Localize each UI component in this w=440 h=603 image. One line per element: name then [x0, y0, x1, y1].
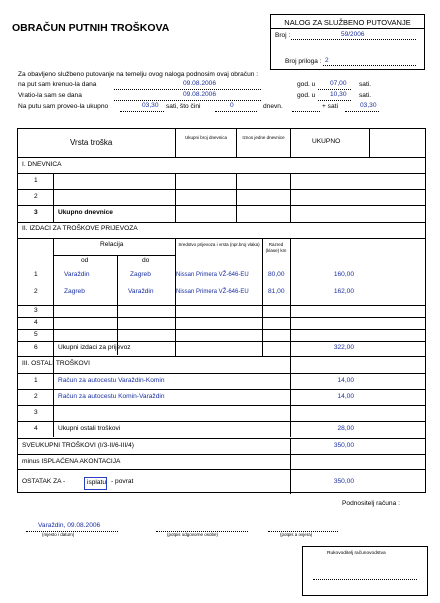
transport-row-num: 5 — [34, 331, 38, 338]
section3-total-num: 4 — [34, 425, 38, 432]
section2-title: II. IZDACI ZA TROŠKOVE PRIJEVOZA — [22, 225, 138, 232]
other-row-num: 1 — [34, 377, 38, 384]
header-ukupni-broj: Ukupni broj dnevnica — [184, 135, 228, 140]
vratio-date[interactable]: 09.08.2006 — [183, 91, 217, 98]
god-u-label: god. u — [297, 81, 316, 88]
potpis-odgovorne-label: (potpis odgovorne osobe) — [167, 532, 219, 537]
sveukupno-value[interactable]: 350,00 — [333, 442, 354, 449]
rukovoditelj-label: Rukovoditelj računovodstva — [327, 551, 386, 556]
transport-row-km[interactable]: 81,00 — [268, 288, 285, 295]
transport-row-do[interactable]: Zagreb — [130, 271, 151, 278]
dnevn-label: dnevn. — [263, 103, 283, 110]
plus-sati-value[interactable]: 03,30 — [360, 102, 377, 109]
transport-row-sredstvo[interactable]: Nissan Primera VŽ-646-EU — [176, 289, 249, 295]
section3-title: III. OSTALI TROŠKOVI — [22, 360, 90, 367]
other-row-total[interactable]: 14,00 — [337, 393, 354, 400]
header-ukupno: UKUPNO — [312, 138, 341, 145]
other-row-desc[interactable]: Račun za autocestu Varaždin-Komin — [58, 377, 165, 384]
isplatu-choice-box[interactable] — [84, 477, 107, 490]
god-u-label-2: god. u — [297, 92, 316, 99]
header-iznos-jedne: Iznos jedne dnevnice — [242, 135, 285, 140]
mjesto-datum-label: (mjesto i datum) — [42, 532, 75, 537]
proveo-label: Na putu sam proveo-la ukupno — [18, 103, 109, 110]
broj-value[interactable]: 59/2006 — [341, 31, 365, 38]
prilog-value[interactable]: 2 — [325, 57, 329, 64]
isplatu-choice-text: isplatu — [87, 479, 107, 486]
sveukupno-label: SVEUKUPNI TROŠKOVI (I/3-II/6-III/4) — [22, 442, 134, 449]
transport-row-total[interactable]: 162,00 — [333, 288, 354, 295]
prilog-label: Broj priloga : — [285, 58, 322, 65]
nalog-box — [270, 14, 425, 70]
transport-row-do[interactable]: Varaždin — [128, 288, 154, 295]
section1-total-num: 3 — [34, 209, 38, 216]
transport-row-num: 3 — [34, 307, 38, 314]
transport-row-od[interactable]: Zagreb — [64, 288, 85, 295]
section3-total-label: Ukupni ostali troškovi — [58, 425, 121, 432]
section1-title: I. DNEVNICA — [22, 161, 62, 168]
rukovoditelj-box — [302, 546, 428, 596]
transport-row-num: 2 — [34, 288, 38, 295]
section1-row-num: 2 — [34, 193, 38, 200]
document-title: OBRAČUN PUTNIH TROŠKOVA — [12, 22, 170, 34]
other-row-num: 2 — [34, 393, 38, 400]
mjesto-datum-value[interactable]: Varaždin, 09.08.2006 — [38, 522, 101, 529]
sredstvo-header: Sredstvo prijevoza i vrsta (npr.broj vlaka) — [178, 242, 260, 247]
section2-total-num: 6 — [34, 344, 38, 351]
transport-row-od[interactable]: Varaždin — [64, 271, 90, 278]
vratio-label: Vratio-la sam se dana — [18, 92, 82, 99]
akontacija-label: minus ISPLAĆENA AKONTACIJA — [22, 458, 121, 465]
section2-total-label: Ukupni izdaci za prijevoz — [58, 344, 131, 351]
sati-label-2: sati. — [359, 92, 372, 99]
transport-row-sredstvo[interactable]: Nissan Primera VŽ-646-EU — [176, 272, 249, 278]
proveo-hours[interactable]: 03,30 — [142, 102, 159, 109]
krenuo-label: na put sam krenuo-la dana — [18, 81, 97, 88]
section3-total-value[interactable]: 28,00 — [337, 425, 354, 432]
krenuo-time[interactable]: 07,00 — [330, 80, 347, 87]
potpis-ovjera-label: (potpis a ovjera) — [280, 532, 313, 537]
podnositelj-label: Podnositelj računa : — [342, 500, 400, 507]
sati-sto-cini-label: sati, što čini — [166, 103, 201, 110]
ostatak-label: OSTATAK ZA - — [22, 478, 66, 485]
ostatak-after-label: - povrat — [111, 478, 134, 485]
header-vrsta: Vrsta troška — [70, 138, 113, 147]
section1-total-label: Ukupno dnevnice — [58, 209, 113, 216]
sati-label: sati. — [359, 81, 372, 88]
other-row-num: 3 — [34, 409, 38, 416]
transport-row-km[interactable]: 80,00 — [268, 271, 285, 278]
do-header: do — [142, 257, 150, 264]
transport-row-num: 4 — [34, 319, 38, 326]
section2-total-value[interactable]: 322,00 — [333, 344, 354, 351]
broj-label: Broj : — [275, 32, 291, 39]
section1-row-num: 1 — [34, 177, 38, 184]
expense-table — [17, 128, 426, 493]
transport-row-num: 1 — [34, 271, 38, 278]
intro-line: Za obavljeno službeno putovanje na temelju ovog naloga podnosim ovaj obračun : — [18, 71, 259, 78]
nalog-heading: NALOG ZA SLUŽBENO PUTOVANJE — [284, 18, 411, 27]
dnevn-value[interactable]: 0 — [230, 102, 234, 109]
transport-row-total[interactable]: 160,00 — [333, 271, 354, 278]
vratio-time[interactable]: 10,30 — [330, 91, 347, 98]
krenuo-date[interactable]: 09.08.2006 — [183, 80, 217, 87]
od-header: od — [81, 257, 89, 264]
razred-header: Razred (klase) km — [265, 242, 287, 253]
relacija-header: Relacija — [100, 241, 124, 248]
other-row-desc[interactable]: Račun za autocestu Komin-Varaždin — [58, 393, 165, 400]
other-row-total[interactable]: 14,00 — [337, 377, 354, 384]
plus-sati-label: + sati — [322, 103, 338, 110]
ostatak-value[interactable]: 350,00 — [333, 478, 354, 485]
